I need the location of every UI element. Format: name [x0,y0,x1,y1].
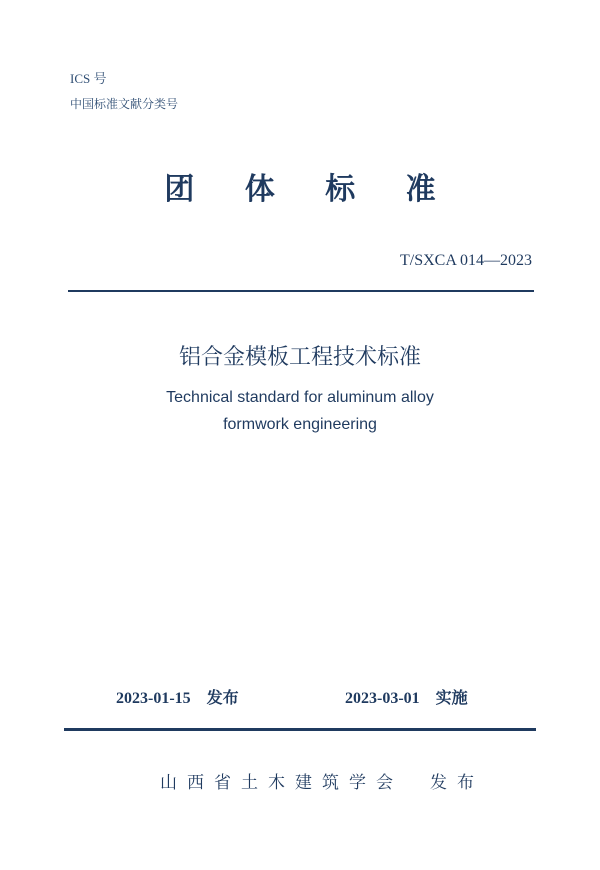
issuer-name: 山西省土木建筑学会 [160,773,403,793]
implement-date: 2023-03-01 [345,690,420,707]
implement-label: 实施 [435,688,468,707]
bottom-divider [64,728,536,731]
classification-number: 中国标准文献分类号 [70,97,179,111]
publish-date: 2023-01-15 [116,690,191,707]
title-chinese: 铝合金模板工程技术标准 [178,345,421,370]
publish-label: 发布 [206,688,239,707]
standard-code: T/SXCA 014—2023 [399,252,532,269]
document-type-heading: 团 体 标 准 [164,172,456,207]
publish-date-block [116,685,239,708]
implement-date-block [345,685,468,708]
title-english-line-2: formwork engineering [223,416,377,433]
title-english [0,384,600,438]
issuer-verb: 发布 [430,773,484,793]
top-divider [68,290,534,292]
ics-number: ICS 号 [70,71,107,86]
title-english-line-1: Technical standard for aluminum alloy [166,389,434,406]
